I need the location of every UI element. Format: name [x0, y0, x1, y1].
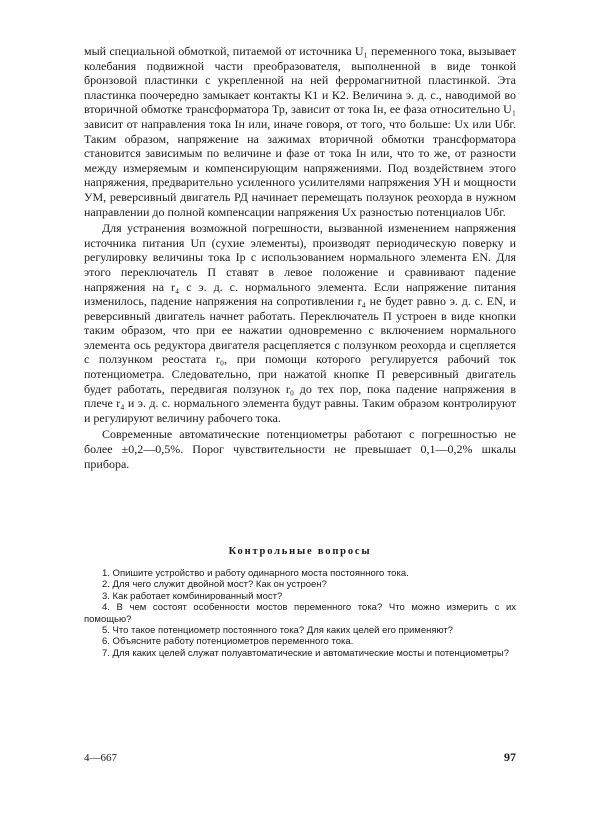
- question-item: 5. Что такое потенциометр постоянного тока? Для каких целей его применяют?: [102, 625, 454, 637]
- paragraph-3: Современные автоматические потенциометры работают с погрешностью не более ±0,2—0,5%. Порог чувствительности не превышает 0,1—0,2% шкалы прибора.: [84, 427, 516, 471]
- printer-signature: 4—667: [84, 752, 117, 764]
- question-item: 4. В чем состоят особенности мостов переменного тока? Что можно измерить с их помощью?: [84, 602, 516, 625]
- question-item: 2. Для чего служит двойной мост? Как он устроен?: [102, 579, 327, 591]
- question-item: 7. Для каких целей служат полуавтоматические и автоматические мосты и потенциометры?: [102, 647, 509, 659]
- question-item: 6. Объясните работу потенциометров переменного тока.: [102, 636, 354, 648]
- questions-list: [84, 568, 516, 659]
- question-item: 3. Как работает комбинированный мост?: [102, 590, 283, 602]
- question-item: 1. Опишите устройство и работу одинарного моста постоянного тока.: [102, 568, 409, 579]
- body-text: [84, 44, 516, 471]
- section-heading: Контрольные вопросы: [228, 546, 372, 557]
- paragraph-2: Для устранения возможной погрешности, вызванной изменением напряжения источника питания Uп (сухие элементы), производят периодическую поверку и регулировку величины тока Iр с использованием нормального элемента EN. Для этого переключатель П ставят в левое положение и сравнивают падение напряжения на r₄ с э. д. с. нормального элемента. Если напряжение питания изменилось, падение напряжения на сопротивлении r₄ не будет равно э. д. с. EN, и реверсивный двигатель начнет работать. Переключатель П устроен в виде кнопки таким образом, что при ее нажатии одновременно с включением нормального элемента ось редуктора двигателя расцепляется с ползунком реохорда и сцепляется с ползунком реостата r₀, при помощи которого регулируется рабочий ток потенциометра. Следовательно, при нажатой кнопке П реверсивный двигатель будет работать, передвигая ползунок r₀ до тех пор, пока падение напряжения в плече r₄ и э. д. с. нормального элемента будут равны. Таким образом контролируют и регулируют величину рабочего тока.: [84, 221, 516, 425]
- page-number: 97: [504, 750, 516, 764]
- paragraph-1: мый специальной обмоткой, питаемой от источника U₁ переменного тока, вызывает колебания подвижной части преобразователя, выполненной в виде тонкой бронзовой пластинки с укрепленной на ней ферромагнитной пластинкой. Эта пластинка поочередно замыкает контакты К1 и К2. Величина э. д. с., наводимой во вторичной обмотке трансформатора Тр, зависит от тока Iн, ее фаза относительно U₁ зависит от направления тока Iн или, иначе говоря, от того, что больше: Uх или Uбг. Таким образом, напряжение на зажимах вторичной обмотки трансформатора становится зависимым по величине и фазе от тока Iн или, что то же, от разности между измеряемым и компенсирующим напряжениями. Под воздействием этого напряжения, предварительно усиленного усилителями напряжения УН и мощности УМ, реверсивный двигатель РД начинает перемещать ползунок реохорда в нужном направлении до полной компенсации напряжения Uх разностью потенциалов Uбг.: [84, 44, 516, 219]
